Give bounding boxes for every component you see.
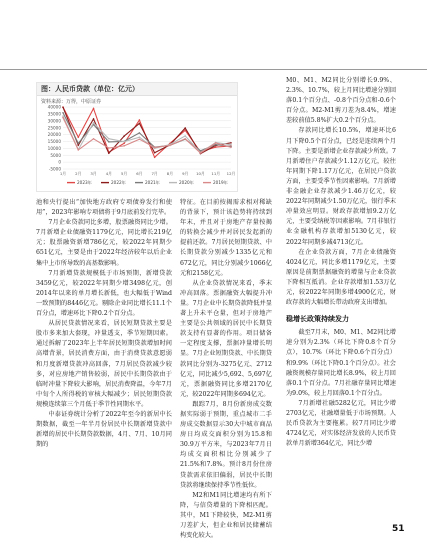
paragraph: M2和M1同比增速均有所下降，与信贷增量的下降相匹配。其中，M1下降较快，M2-M1剪刀差扩大，但企业和居民储蓄结构变化较大。 — [180, 491, 272, 540]
paragraph: 特征。在目前按揭需求相对稀缺的背景下，预计该趋势将持续到年末，并且对于房地产存量按揭的转换会减少并对居民发起新的提前还款。7月居民短期贷款、中长期贷款分别减少1335亿元和672亿元，同比分别减少1066亿元和2158亿元。 — [180, 199, 272, 277]
top-rule — [0, 69, 427, 70]
y-tick-label: 0 — [58, 159, 61, 165]
data-point — [77, 136, 79, 138]
paragraph: 池和央行提出“加快地方政府专项债券发行和使用”，2023年影响专项债将于9月底前发行完毕。 — [36, 199, 172, 217]
page-number: 51 — [392, 524, 405, 534]
y-tick-label: 5000 — [50, 152, 61, 158]
y-tick-label: 35000 — [47, 111, 61, 117]
data-point — [77, 144, 79, 146]
legend-label: 2021年 — [145, 180, 160, 185]
section-heading: 稳增长政策持续发力 — [286, 315, 349, 324]
data-point — [93, 108, 95, 110]
series-line — [63, 118, 231, 153]
y-tick-label: 10000 — [47, 145, 61, 151]
paragraph: M0、M1、M2同比分别增长9.9%、2.3%、10.7%，较上月同比增速分别回落0.1个百分点、-0.8个百分点和-0.6个百分点。M2-M1剪刀差为8.4%，增速差较前值5.8%扩大0.2个百分点。 — [286, 77, 396, 125]
x-tick-label: 11月 — [211, 171, 221, 176]
paragraph: 中泰证券统计分析了2022年至今的新居中长期数据，截至一年半月份居民中长期新增贷款中新增的居民中长期贷款数据，4月、7月、10月同期的 — [36, 410, 172, 449]
chart-title: 图：人民币贷款（单位：亿元） — [41, 85, 139, 93]
x-tick-label: 1月 — [59, 171, 67, 176]
data-point — [139, 136, 141, 138]
data-point — [77, 149, 79, 151]
paragraph: 7月企业贷款同比多增，股票融资同比少增。7月新增企业债融资1179亿元，同比增长219亿元；股票融资新增786亿元，较2022年同期少651亿元，主要是由于2022年经济较年以后企业集中上市所导致的高基数影响。 — [36, 219, 172, 267]
data-point — [184, 135, 186, 137]
x-tick-label: 10月 — [196, 171, 205, 176]
data-point — [139, 132, 141, 134]
data-point — [62, 106, 64, 108]
x-tick-label: 12月 — [226, 171, 236, 176]
data-point — [108, 147, 110, 149]
legend-label: 2022年 — [111, 180, 126, 185]
data-point — [139, 138, 141, 140]
data-point — [93, 138, 95, 140]
x-tick-label: 8月 — [166, 171, 174, 176]
y-tick-label: 15000 — [47, 139, 61, 145]
x-tick-label: 2月 — [75, 171, 82, 176]
data-point — [62, 115, 64, 117]
data-point — [108, 138, 110, 140]
y-tick-label: -5000 — [48, 166, 61, 172]
chart-source: 资料来源：万得，中原证券 — [41, 99, 102, 105]
chart-title-bar — [37, 83, 237, 96]
data-point — [62, 112, 64, 114]
legend-label: 2020年 — [179, 180, 194, 185]
data-point — [184, 127, 186, 129]
x-tick-label: 7月 — [151, 171, 158, 176]
middle-column — [180, 198, 272, 541]
x-tick-label: 6月 — [136, 171, 143, 176]
paragraph: 跟踪7月，8月份新房成交数据实际弱于预期，重点城市二手房成交数据显示30大中城市商品房日均成交面积分别为15.8和30.9万平方米，与2023年7月日均成交面积相比分别减少了21.5%和7.8%。预计8月份住房贷款需求依旧偏弱，居民中长期贷款将继续保持季节性低位。 — [180, 400, 272, 489]
y-tick-label: 20000 — [47, 132, 61, 138]
y-tick-label: 40000 — [47, 104, 61, 110]
x-tick-label: 3月 — [90, 171, 97, 176]
data-point — [154, 147, 156, 149]
data-point — [123, 141, 125, 143]
data-point — [108, 141, 110, 143]
data-point — [108, 152, 110, 154]
data-point — [184, 138, 186, 140]
data-point — [62, 117, 64, 119]
data-point — [154, 152, 156, 154]
paragraph: 在企业贷款方面，7月企业债融资4024亿元，同比多增1179亿元，主要原因是前期票据融资的增量与企业贷款下降相互抵消。企业存款增加1.53万亿元，较2022年同期多增4900亿元，财政存款的大幅增长带动政府支出增加。 — [286, 248, 396, 307]
left-column — [36, 198, 172, 450]
data-point — [230, 142, 232, 144]
data-point — [154, 157, 156, 159]
data-point — [93, 118, 95, 120]
x-tick-label: 5月 — [120, 171, 128, 176]
data-point — [215, 144, 217, 146]
y-tick-label: 25000 — [47, 125, 61, 131]
loan-chart — [36, 82, 238, 192]
data-point — [123, 143, 125, 145]
data-point — [123, 145, 125, 147]
paragraph: 7月新增贷款规模低于市场预期，新增贷款3459亿元，较2022年同期少增3498亿元，创2014年以来的单月增长新低，也大幅低于Wind一致预期的8446亿元。剔除企业同比增长11.1个百分点，增速环比下降0.2个百分点。 — [36, 269, 172, 318]
data-point — [93, 122, 95, 124]
data-point — [200, 152, 202, 154]
data-point — [123, 135, 125, 137]
legend-label: 2019年 — [213, 180, 228, 185]
data-point — [230, 144, 232, 146]
x-tick-label: 9月 — [182, 171, 189, 176]
data-point — [77, 143, 79, 145]
right-column — [286, 76, 396, 449]
data-point — [215, 142, 217, 144]
data-point — [139, 123, 141, 125]
legend-label: 2023年 — [77, 180, 92, 185]
paragraph: 从企业贷款情况来看，季末冲高回落。票据融资大幅提升冲量。7月企业中长期贷款降低并显著上升未平仓量，但对于房地产主要是公共领域的居民中长期贷款支持有显著的作用。项目储备一定程度支撑，票据冲量增长明显。7月企业短期贷款、中长期贷款同比分别为-3275亿元、2712亿元，同比减少5,692、5,697亿元，票据融资同比多增2170亿元，较2022年同期多694亿元。 — [180, 279, 272, 398]
data-point — [215, 146, 217, 148]
paragraph: 存款同比增长10.5%，增速环比6月下降0.5个百分点，已经是连续两个月下降。主要是新增企业存款减少所致。7月新增住户存款减少1.12万亿元，较往年同期下降1.17万亿元，在居民户贷款方面，主要受季节性因素影响。7月新增非金融企业存款减少1.46万亿元，较2022年同期减少1.50万亿元，银行季末冲量效应明显。财政存款增加9.2万亿元，主要受纳税等因素影响。7月非银行业金融机构存款增加5130亿元，较2022年同期多减4713亿元。 — [286, 127, 396, 246]
paragraph: 截至7月末，M0、M1、M2同比增速分别为2.3%（环比下降0.8个百分点），10.7%（环比下降0.6个百分点）和9.9%（环比下降0.1个百分点）。社会融资规模存量同比增长8.9%，较上月回落0.1个百分点。7月社融存量同比增速为9.0%，较上月回落0.1个百分点。 — [286, 329, 396, 397]
data-point — [139, 119, 141, 121]
y-tick-label: 30000 — [47, 118, 61, 124]
data-point — [169, 145, 171, 147]
paragraph: 从居民贷款情况来看，居民短期贷款主要是股市多来加大套现，冲量透支，季节短期因素。通过拆解了2023年上半年居民短期贷款增加时间高增背景，居民消费方面，由于消费贷款意愿弱和月度新增贷款冲高回落，7月居民贷款减少较多，对应房地产销售较弱，居民中长期贷款由于临时冲量下降较大影响，居民消费降温，今年7月中旬个人所得税的审核大幅减少；居民短期贷款规模连续第三个月低于季节性同期水平。 — [36, 320, 172, 408]
paragraph: 7月新增社融5282亿元，同比少增2703亿元，社融增量低于市场预期。人民币贷款为主要拖累。较7月同比少增4724亿元，对实体经济发放的人民币贷款单月新增364亿元，同比少增 — [286, 399, 396, 448]
top-margin-band — [0, 0, 427, 70]
x-tick-label: 4月 — [105, 171, 112, 176]
data-point — [230, 147, 232, 149]
